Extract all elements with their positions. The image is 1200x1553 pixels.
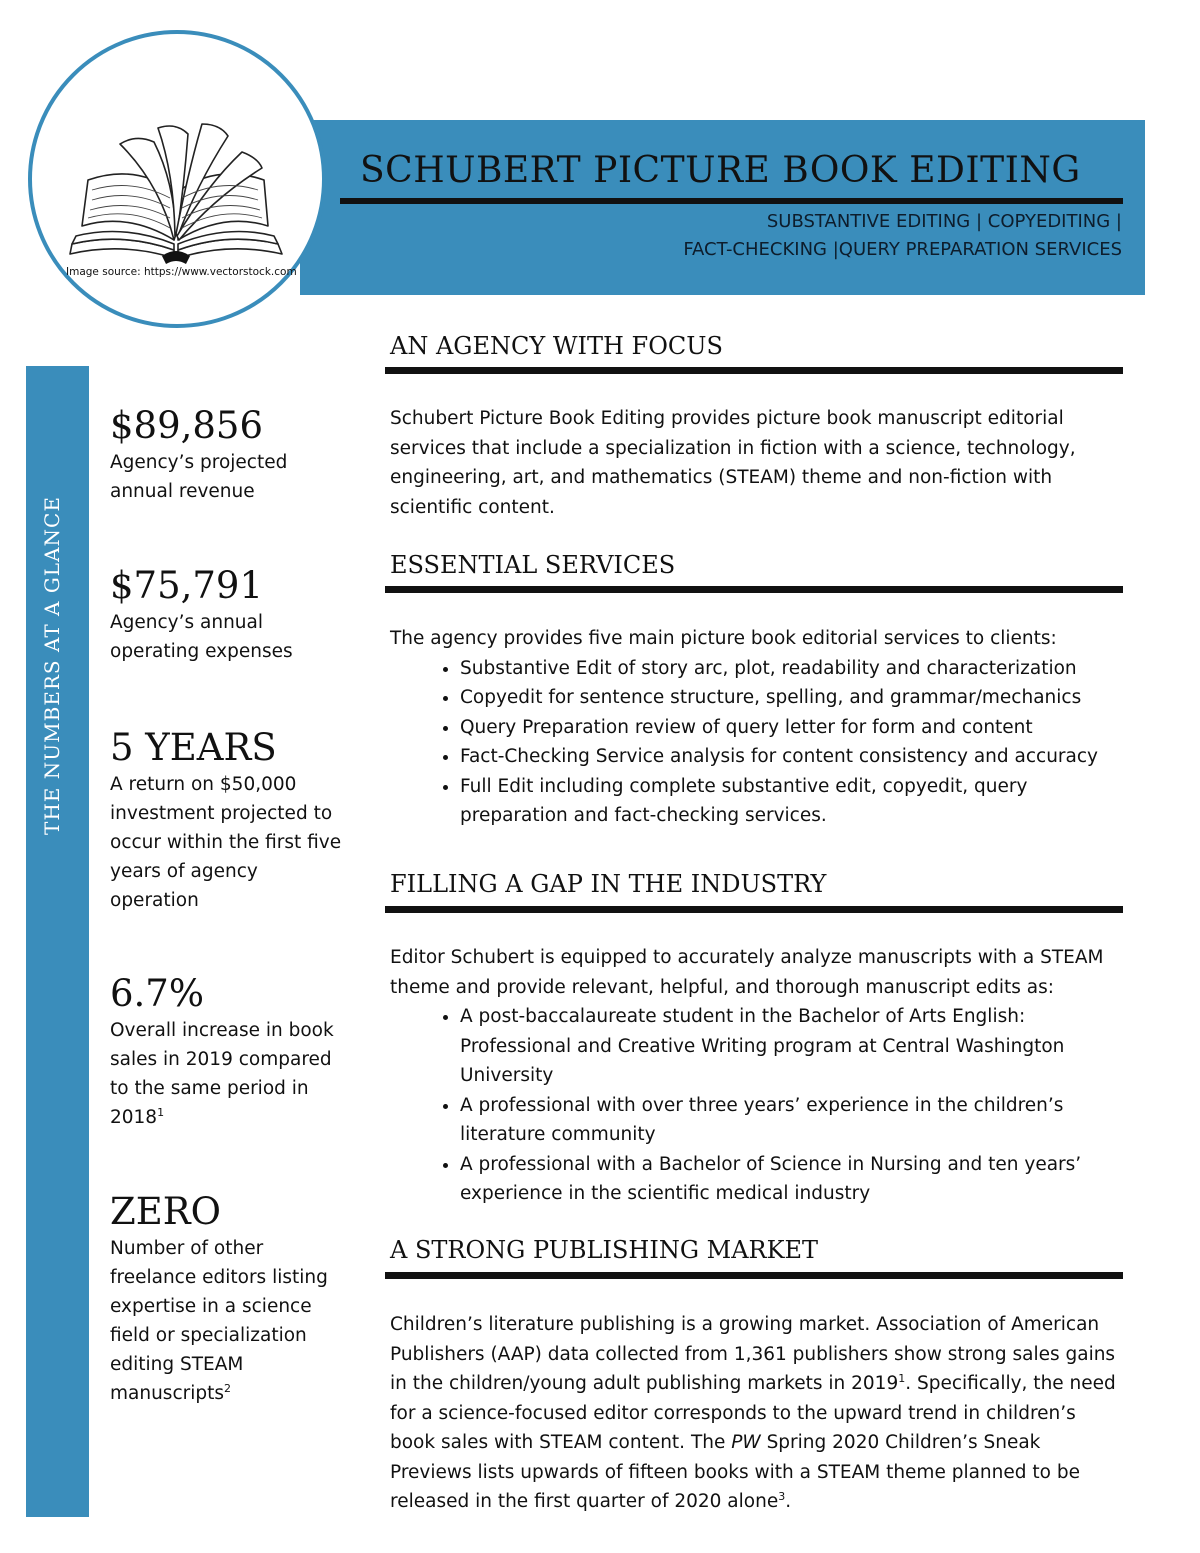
services-line-1: SUBSTANTIVE EDITING | COPYEDITING | [766,211,1122,232]
sidebar-title: THE NUMBERS AT A GLANCE [40,496,64,835]
stat-expenses [110,564,350,666]
image-credit: Image source: https://www.vectorstock.com [66,266,297,278]
stat-value: ZERO [110,1190,221,1233]
stat-desc-text: Agency’s annual operating expenses [110,612,293,662]
market-text-part: . [785,1491,792,1512]
stat-desc-text: A return on $50,000 investment projected to occur within the first five years of agency operation [110,774,342,911]
heading-services: ESSENTIAL SERVICES [390,551,676,579]
stat-value: $89,856 [110,404,264,447]
gap-body [390,943,1125,1209]
stat-competitors [110,1190,350,1408]
stat-desc [110,770,350,915]
footnote-ref: 2 [224,1381,231,1395]
list-item: • Query Preparation review of query letter for form and content [460,713,1125,743]
gap-intro: Editor Schubert is equipped to accurately analyze manuscripts with a STEAM theme and provide relevant, helpful, and thorough manuscript edits as: [390,947,1104,998]
page-title: SCHUBERT PICTURE BOOK EDITING [360,150,1081,191]
stat-value: $75,791 [110,564,264,607]
list-item: • Fact-Checking Service analysis for content consistency and accuracy [460,742,1125,772]
list-item: • Full Edit including complete substantive edit, copyedit, query preparation and fact-checking services. [460,772,1125,831]
stat-sales-increase [110,972,350,1132]
stat-desc-text: Agency’s projected annual revenue [110,452,288,502]
stat-desc [110,1016,350,1132]
market-text [390,1310,1125,1517]
list-item: • A professional with a Bachelor of Science in Nursing and ten years’ experience in the scientific medical industry [460,1150,1125,1209]
list-item: • A professional with over three years’ experience in the children’s literature community [460,1091,1125,1150]
focus-text: Schubert Picture Book Editing provides picture book manuscript editorial services that include a specialization in fiction with a science, technology, engineering, art, and mathematics (STEAM) theme and non-fiction with scientific content. [390,408,1076,518]
stat-desc [110,608,350,666]
services-body [390,624,1125,831]
services-line-2: FACT-CHECKING |QUERY PREPARATION SERVICES [683,239,1122,260]
open-book-icon [62,94,290,294]
stat-revenue [110,404,350,506]
market-text-part: Spring 2020 Children’s Sneak Previews lists upwards of fifteen books with a STEAM theme planned to be released in the first quarter of 2020 alone [390,1432,1080,1512]
stat-desc-text: Number of other freelance editors listing expertise in a science field or specialization editing STEAM manuscripts [110,1238,328,1404]
footnote-ref: 1 [157,1105,165,1119]
market-text-part: . Specifically, the need for a science-focused editor corresponds to the upward trend in children’s book sales with STEAM content. The [390,1373,1116,1453]
heading-focus: AN AGENCY WITH FOCUS [390,332,723,360]
services-list [390,654,1125,831]
stat-return [110,726,350,915]
list-item: • A post-baccalaureate student in the Bachelor of Arts English: Professional and Creative Writing program at Central Washington University [460,1002,1125,1091]
services-tagline [560,208,1122,264]
footnote-ref: 3 [778,1489,786,1503]
stat-desc [110,1234,350,1408]
publication-name: PW [731,1432,761,1453]
divider-services [385,586,1123,593]
stat-desc-text: Overall increase in book sales in 2019 compared to the same period in 2018 [110,1020,334,1128]
market-text-part: Children’s literature publishing is a growing market. Association of American Publishers (AAP) data collected from 1,361 publishers show strong sales gains in the children/young adult publishing markets in 2019 [390,1314,1116,1394]
services-intro: The agency provides five main picture book editorial services to clients: [390,628,1057,649]
divider-focus [385,367,1123,374]
list-item: • Substantive Edit of story arc, plot, readability and characterization [460,654,1125,684]
list-item: • Copyedit for sentence structure, spelling, and grammar/mechanics [460,683,1125,713]
logo-circle [28,30,326,328]
stat-desc [110,448,350,506]
stat-value: 6.7% [110,972,204,1015]
heading-market: A STRONG PUBLISHING MARKET [390,1236,819,1264]
title-divider [340,198,1123,204]
stat-value: 5 YEARS [110,726,277,769]
heading-gap: FILLING A GAP IN THE INDUSTRY [390,870,827,898]
divider-gap [385,906,1123,913]
footnote-ref: 1 [898,1371,906,1385]
divider-market [385,1272,1123,1279]
gap-list [390,1002,1125,1209]
